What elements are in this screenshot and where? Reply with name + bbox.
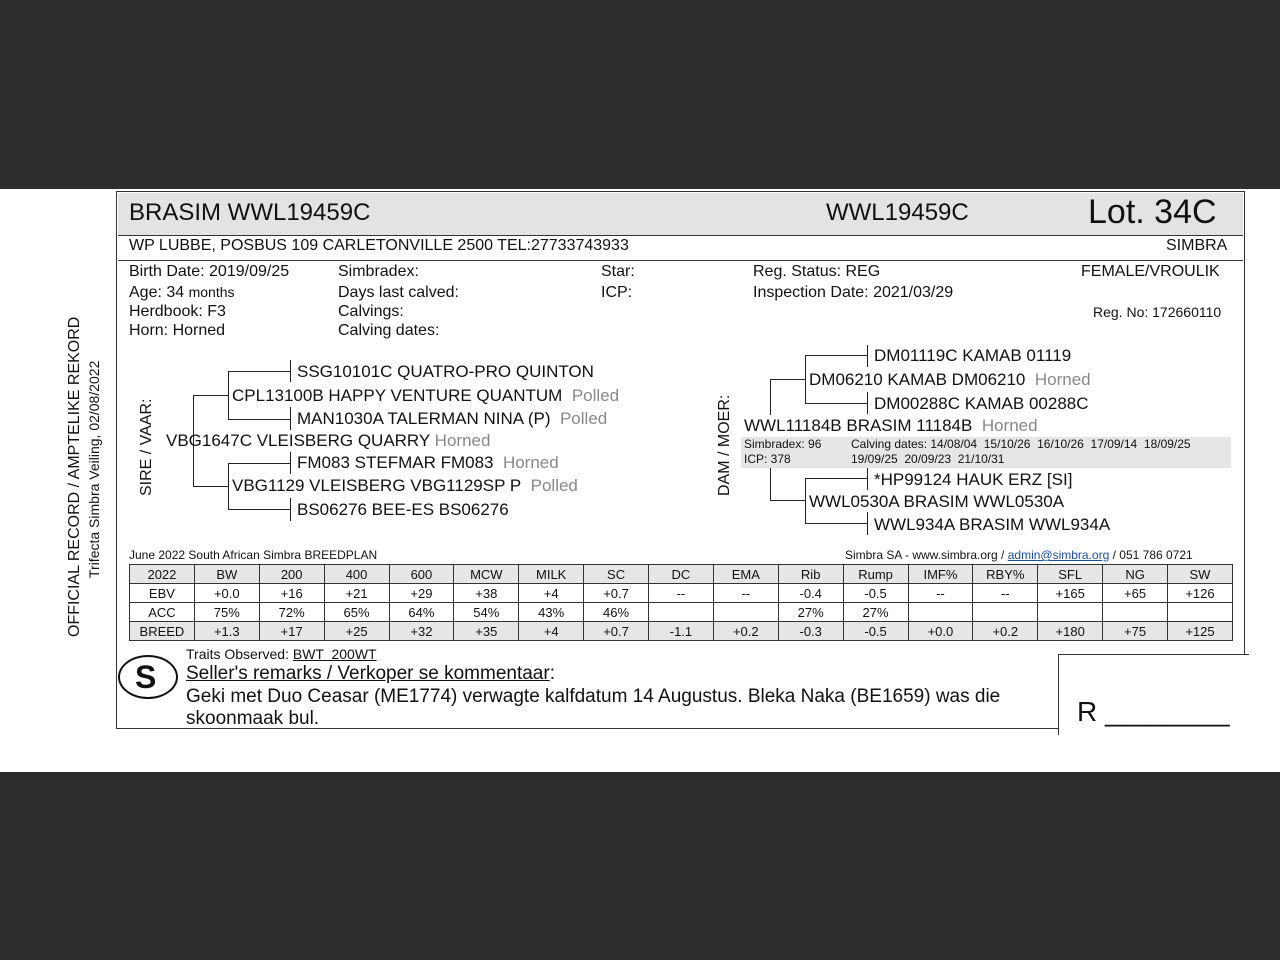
tree-line [867, 345, 868, 367]
ebv-cell: +4 [519, 584, 584, 603]
tree-line [228, 371, 229, 420]
dam-tag: Horned [981, 416, 1038, 435]
sire-dam-dam: BS06276 BEE-ES BS06276 [297, 500, 509, 519]
ebv-header-cell: MILK [519, 565, 584, 584]
age-value: Age: 34 [129, 284, 185, 301]
tree-line [805, 355, 867, 356]
remarks-label: Seller's remarks / Verkoper se kommentaar [186, 663, 550, 684]
ebv-cell: 64% [389, 603, 454, 622]
ebv-header-cell: Rib [778, 565, 843, 584]
ebv-cell: -- [973, 584, 1038, 603]
reg-number: Reg. No: 172660110 [1093, 304, 1222, 320]
ebv-cell: 27% [778, 603, 843, 622]
ebv-cell: +29 [389, 584, 454, 603]
dam [744, 416, 1038, 436]
ebv-header-cell: 600 [389, 565, 454, 584]
tree-line [805, 403, 867, 404]
age-unit: months [188, 284, 235, 300]
ebv-cell: +35 [454, 622, 519, 641]
sire-dam-tag: Polled [530, 476, 578, 495]
dam-dam-sire: *HP99124 HAUK ERZ [SI] [874, 470, 1073, 489]
tree-line [867, 392, 868, 414]
tree-line [770, 500, 805, 501]
ebv-header-cell: SC [584, 565, 649, 584]
sire-name: VBG1647C VLEISBERG QUARRY [166, 431, 430, 450]
tree-line [228, 509, 290, 510]
ebv-cell: +17 [259, 622, 324, 641]
ebv-cell: -0.5 [843, 584, 908, 603]
ebv-cell: BREED [130, 622, 195, 641]
sire [166, 431, 490, 451]
tree-line [228, 463, 229, 510]
ebv-cell: ACC [130, 603, 195, 622]
remarks-heading [186, 663, 555, 685]
ebv-cell: +25 [324, 622, 389, 641]
price-field[interactable]: R ________ [1077, 696, 1230, 727]
traits-label: Traits Observed: [186, 646, 289, 662]
ebv-cell: -0.5 [843, 622, 908, 641]
ebv-header-cell: BW [194, 565, 259, 584]
tree-line [805, 478, 867, 479]
ebv-header-cell: DC [649, 565, 714, 584]
ebv-cell: +180 [1038, 622, 1103, 641]
traits-observed [186, 646, 377, 662]
remarks-line-1: Geki met Duo Ceasar (ME1774) verwagte kalfdatum 14 Augustus. Bleka Naka (BE1659) was die [186, 686, 1001, 707]
sire-sire-dam-tag: Polled [559, 409, 608, 428]
horn: Horn: Horned [129, 322, 226, 339]
days-last-calved: Days last calved: [338, 284, 459, 301]
ebv-cell: -0.4 [778, 584, 843, 603]
ebv-cell: +75 [1103, 622, 1168, 641]
dam-icp: ICP: 378 [744, 452, 791, 466]
ebv-cell: +165 [1038, 584, 1103, 603]
sire-tag: Horned [434, 431, 491, 450]
ebv-cell: 46% [584, 603, 649, 622]
dam-dam: WWL0530A BRASIM WWL0530A [809, 492, 1065, 511]
tree-line [805, 523, 867, 524]
ebv-header-cell: 400 [324, 565, 389, 584]
sire-dam-sire-tag: Horned [502, 453, 559, 472]
sire-sire [232, 386, 619, 406]
sire-dam-sire-name: FM083 STEFMAR FM083 [297, 453, 494, 472]
ebv-cell [1038, 603, 1103, 622]
ebv-cell: EBV [130, 584, 195, 603]
ebv-header-cell: SFL [1038, 565, 1103, 584]
tree-line [290, 360, 291, 382]
ebv-cell: +0.2 [713, 622, 778, 641]
tree-line [228, 463, 290, 464]
sire-dam-sire [297, 453, 559, 473]
tree-line [193, 395, 228, 396]
ebv-cell: +125 [1168, 622, 1233, 641]
ebv-cell: 65% [324, 603, 389, 622]
ebv-header-cell: Rump [843, 565, 908, 584]
ebv-cell: -- [713, 584, 778, 603]
sire-label: SIRE / VAAR: [138, 398, 155, 496]
sire-sire-dam-name: MAN1030A TALERMAN NINA (P) [297, 409, 551, 428]
dam-dam-dam: WWL934A BRASIM WWL934A [874, 515, 1111, 534]
tree-line [770, 468, 771, 501]
sire-sire-name: CPL13100B HAPPY VENTURE QUANTUM [232, 386, 563, 405]
ebv-cell: -1.1 [649, 622, 714, 641]
ebv-row [130, 603, 1233, 622]
traits-value: BWT 200WT [292, 646, 377, 662]
lot-number: Lot. 34C [1088, 193, 1217, 231]
ebv-cell: +32 [389, 622, 454, 641]
ebv-cell: +0.0 [194, 584, 259, 603]
tree-line [770, 379, 805, 380]
ebv-row [130, 622, 1233, 641]
dam-sire-name: DM06210 KAMAB DM06210 [809, 370, 1026, 389]
owner-address: WP LUBBE, POSBUS 109 CARLETONVILLE 2500 TEL:27733743933 [129, 237, 629, 254]
tree-line [290, 452, 291, 474]
ebv-cell [713, 603, 778, 622]
breedplan-title: June 2022 South African Simbra BREEDPLAN [129, 548, 378, 562]
ebv-cell: +21 [324, 584, 389, 603]
dam-sire-dam: DM00288C KAMAB 00288C [874, 394, 1089, 413]
ebv-header-cell: NG [1103, 565, 1168, 584]
ebv-cell: -- [649, 584, 714, 603]
ebv-cell: +1.3 [194, 622, 259, 641]
calvings: Calvings: [338, 303, 404, 320]
ebv-cell [973, 603, 1038, 622]
ebv-header-cell: 2022 [130, 565, 195, 584]
ebv-cell: 72% [259, 603, 324, 622]
contact-email-link[interactable]: admin@simbra.org [1007, 548, 1110, 562]
tree-line [867, 468, 868, 490]
tree-line [228, 419, 290, 420]
sex: FEMALE/VROULIK [1081, 263, 1220, 280]
ebv-cell: +38 [454, 584, 519, 603]
ebv-cell: 27% [843, 603, 908, 622]
sire-sire-dam [297, 409, 607, 429]
tree-line [805, 478, 806, 524]
ebv-header-cell: MCW [454, 565, 519, 584]
tree-line [805, 355, 806, 404]
herdbook: Herdbook: F3 [129, 303, 226, 320]
breedplan-contact [845, 548, 1193, 562]
logo-letter: S [135, 659, 157, 695]
dam-sire-sire: DM01119C KAMAB 01119 [874, 346, 1072, 365]
ebv-cell: +0.7 [584, 622, 649, 641]
inspection-date: Inspection Date: 2021/03/29 [753, 284, 954, 301]
dam-calving-dates-2: 19/09/25 20/09/23 21/10/31 [851, 452, 1005, 466]
calving-dates: Calving dates: [338, 322, 440, 339]
sire-sire-tag: Polled [571, 386, 620, 405]
remarks-colon: : [549, 663, 555, 684]
tree-line [290, 407, 291, 430]
ebv-table [129, 564, 1233, 641]
reg-status: Reg. Status: REG [753, 263, 881, 280]
breed-label: SIMBRA [1166, 237, 1228, 254]
birth-date: Birth Date: 2019/09/25 [129, 263, 290, 280]
icp: ICP: [601, 284, 633, 301]
ebv-header-cell: SW [1168, 565, 1233, 584]
sire-dam [232, 476, 578, 496]
ebv-cell: +0.0 [908, 622, 973, 641]
dam-calving-dates-1: Calving dates: 14/08/04 15/10/26 16/10/26 17/09/14 18/09/25 [851, 437, 1191, 451]
dam-label: DAM / MOER: [716, 394, 733, 496]
ebv-header-cell: 200 [259, 565, 324, 584]
ebv-header-cell: IMF% [908, 565, 973, 584]
ebv-cell [649, 603, 714, 622]
ebv-cell: 43% [519, 603, 584, 622]
ebv-cell: -- [908, 584, 973, 603]
ebv-cell: +16 [259, 584, 324, 603]
tree-line [228, 371, 290, 372]
animal-id: WWL19459C [826, 199, 969, 226]
tree-line [193, 486, 228, 487]
simbradex: Simbradex: [338, 263, 419, 280]
ebv-cell: 54% [454, 603, 519, 622]
dam-simbradex: Simbradex: 96 [744, 437, 822, 451]
ebv-cell [908, 603, 973, 622]
official-record-label: OFFICIAL RECORD / AMPTELIKE REKORD [66, 316, 83, 637]
dam-sire-tag: Horned [1034, 370, 1091, 389]
ebv-cell: +0.2 [973, 622, 1038, 641]
simbra-logo [118, 655, 178, 699]
tree-line [867, 512, 868, 535]
dam-sire [809, 370, 1091, 390]
dam-name: WWL11184B BRASIM 11184B [744, 416, 973, 435]
remarks-line-2: skoonmaak bul. [186, 708, 320, 729]
ebv-cell [1168, 603, 1233, 622]
ebv-header-row [130, 565, 1233, 584]
ebv-cell: +4 [519, 622, 584, 641]
tree-line [290, 498, 291, 521]
tree-line [770, 379, 771, 415]
age [129, 284, 235, 302]
ebv-cell: +0.7 [584, 584, 649, 603]
star: Star: [601, 263, 635, 280]
ebv-cell: +126 [1168, 584, 1233, 603]
sire-sire-sire: SSG10101C QUATRO-PRO QUINTON [297, 362, 594, 381]
contact-suffix: / 051 786 0721 [1112, 548, 1193, 562]
ebv-cell: +65 [1103, 584, 1168, 603]
ebv-row [130, 584, 1233, 603]
contact-prefix: Simbra SA - www.simbra.org / [845, 548, 1005, 562]
animal-name: BRASIM WWL19459C [129, 199, 371, 226]
ebv-cell: 75% [194, 603, 259, 622]
ebv-cell [1103, 603, 1168, 622]
auction-event-label: Trifecta Simbra Veiling, 02/08/2022 [86, 360, 102, 578]
ebv-cell: -0.3 [778, 622, 843, 641]
sire-dam-name: VBG1129 VLEISBERG VBG1129SP P [232, 476, 522, 495]
ebv-header-cell: RBY% [973, 565, 1038, 584]
ebv-header-cell: EMA [713, 565, 778, 584]
